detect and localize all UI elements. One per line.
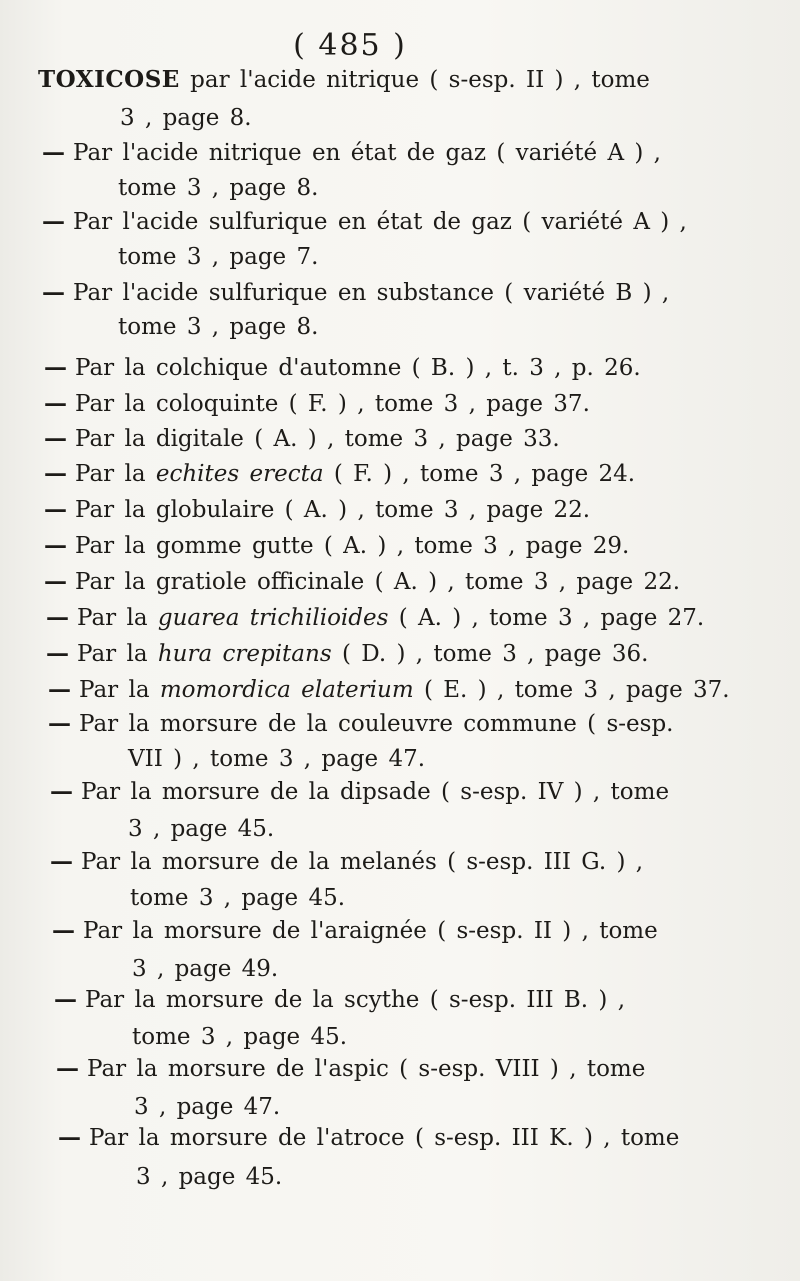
entry-continuation-line [136, 1163, 282, 1191]
entry-continuation-line [118, 313, 318, 341]
entry-text: Par la [77, 605, 158, 631]
entry-text: 3 , page 49. [132, 956, 279, 982]
entry-text: Par la morsure de la scythe ( s-esp. III B. ) , [85, 987, 626, 1013]
entry-line [42, 208, 687, 236]
entry-dash: — [46, 604, 69, 631]
entry-line [48, 676, 730, 704]
entry-text: tome 3 , page 8. [118, 314, 319, 340]
entry-text: Par la gratiole officinale ( A. ) , tome 3 , page 22. [75, 569, 681, 595]
entry-line [44, 354, 641, 382]
entry-text: ( E. ) , tome 3 , page 37. [413, 677, 730, 703]
entry-line [44, 425, 560, 453]
entry-line [44, 460, 635, 488]
entry-continuation-line [130, 884, 345, 912]
entry-dash: — [44, 568, 67, 595]
entry-heading-word: TOXICOSE [38, 66, 180, 93]
entry-text: Par la [79, 677, 160, 703]
entry-text: ( A. ) , tome 3 , page 27. [388, 605, 705, 631]
entry-text: Par la digitale ( A. ) , tome 3 , page 33. [75, 426, 560, 452]
entry-dash: — [50, 848, 73, 875]
entry-dash: — [54, 986, 77, 1013]
entry-continuation-line [120, 104, 252, 132]
entry-line [58, 1124, 679, 1152]
entry-dash: — [48, 710, 71, 737]
entry-line [44, 390, 590, 418]
entry-line [44, 532, 629, 560]
entry-dash: — [58, 1124, 81, 1151]
entry-text: tome 3 , page 8. [118, 175, 319, 201]
entry-dash: — [44, 425, 67, 452]
entry-text: Par l'acide sulfurique en état de gaz ( variété A ) , [73, 209, 687, 235]
species-name-italic: hura crepitans [157, 641, 332, 667]
entry-text: Par la coloquinte ( F. ) , tome 3 , page 37. [75, 391, 590, 417]
entry-dash: — [42, 208, 65, 235]
entry-text: Par la morsure de la melanés ( s-esp. III G. ) , [81, 849, 644, 875]
entry-text: Par la globulaire ( A. ) , tome 3 , page 22. [75, 497, 591, 523]
entry-continuation-line [118, 174, 318, 202]
entry-text: Par la morsure de l'atroce ( s-esp. III K. ) , tome [89, 1125, 680, 1151]
entry-continuation-line [128, 745, 425, 773]
entry-line [38, 66, 650, 94]
entry-line [52, 917, 658, 945]
entry-dash: — [42, 279, 65, 306]
entry-dash: — [44, 460, 67, 487]
entry-text: ( F. ) , tome 3 , page 24. [323, 461, 636, 487]
entry-line [44, 496, 590, 524]
species-name-italic: echites erecta [155, 461, 324, 487]
species-name-italic: guarea trichilioides [157, 605, 389, 631]
entry-continuation-line [132, 955, 278, 983]
entry-line [42, 279, 669, 307]
entry-line [50, 848, 643, 876]
entry-text: tome 3 , page 45. [132, 1024, 348, 1050]
entry-text: ( D. ) , tome 3 , page 36. [331, 641, 649, 667]
entry-line [46, 604, 704, 632]
entry-text: tome 3 , page 45. [130, 885, 346, 911]
entry-line [50, 778, 669, 806]
entry-dash: — [42, 139, 65, 166]
entry-dash: — [56, 1055, 79, 1082]
entry-text: Par l'acide nitrique en état de gaz ( variété A ) , [73, 140, 661, 166]
entry-text: 3 , page 45. [136, 1164, 283, 1190]
entry-line [48, 710, 674, 738]
entry-dash: — [44, 496, 67, 523]
entry-dash: — [52, 917, 75, 944]
entry-text: Par la morsure de l'araignée ( s-esp. II ) , tome [83, 918, 658, 944]
entry-dash: — [48, 676, 71, 703]
entry-line [56, 1055, 645, 1083]
species-name-italic: momordica elaterium [159, 677, 414, 703]
entry-text: par l'acide nitrique ( s-esp. II ) , tome [190, 67, 650, 93]
entry-line [54, 986, 625, 1014]
entry-text: VII ) , tome 3 , page 47. [128, 746, 426, 772]
entry-text: Par l'acide sulfurique en substance ( variété B ) , [73, 280, 670, 306]
entry-text: 3 , page 47. [134, 1094, 281, 1120]
entry-text: Par la morsure de la dipsade ( s-esp. IV ) , tome [81, 779, 670, 805]
entry-text: Par la morsure de la couleuvre commune ( s-esp. [79, 711, 674, 737]
entry-text: 3 , page 45. [128, 816, 275, 842]
entry-text: Par la [77, 641, 158, 667]
entry-dash: — [44, 354, 67, 381]
entry-continuation-line [132, 1023, 347, 1051]
entry-text: tome 3 , page 7. [118, 244, 319, 270]
entry-line [46, 640, 648, 668]
entry-text: Par la morsure de l'aspic ( s-esp. VIII ) , tome [87, 1056, 646, 1082]
entry-dash: — [46, 640, 69, 667]
entry-line [42, 139, 661, 167]
entry-text: Par la gomme gutte ( A. ) , tome 3 , page 29. [75, 533, 630, 559]
entry-text: Par la [75, 461, 156, 487]
entry-dash: — [50, 778, 73, 805]
entry-continuation-line [128, 815, 274, 843]
entry-dash: — [44, 532, 67, 559]
entry-line [44, 568, 680, 596]
entry-continuation-line [134, 1093, 280, 1121]
entry-text: Par la colchique d'automne ( B. ) , t. 3 , p. 26. [75, 355, 641, 381]
entry-continuation-line [118, 243, 318, 271]
page-number: ( 485 ) [293, 28, 407, 63]
entry-dash: — [44, 390, 67, 417]
entry-text: 3 , page 8. [120, 105, 252, 131]
